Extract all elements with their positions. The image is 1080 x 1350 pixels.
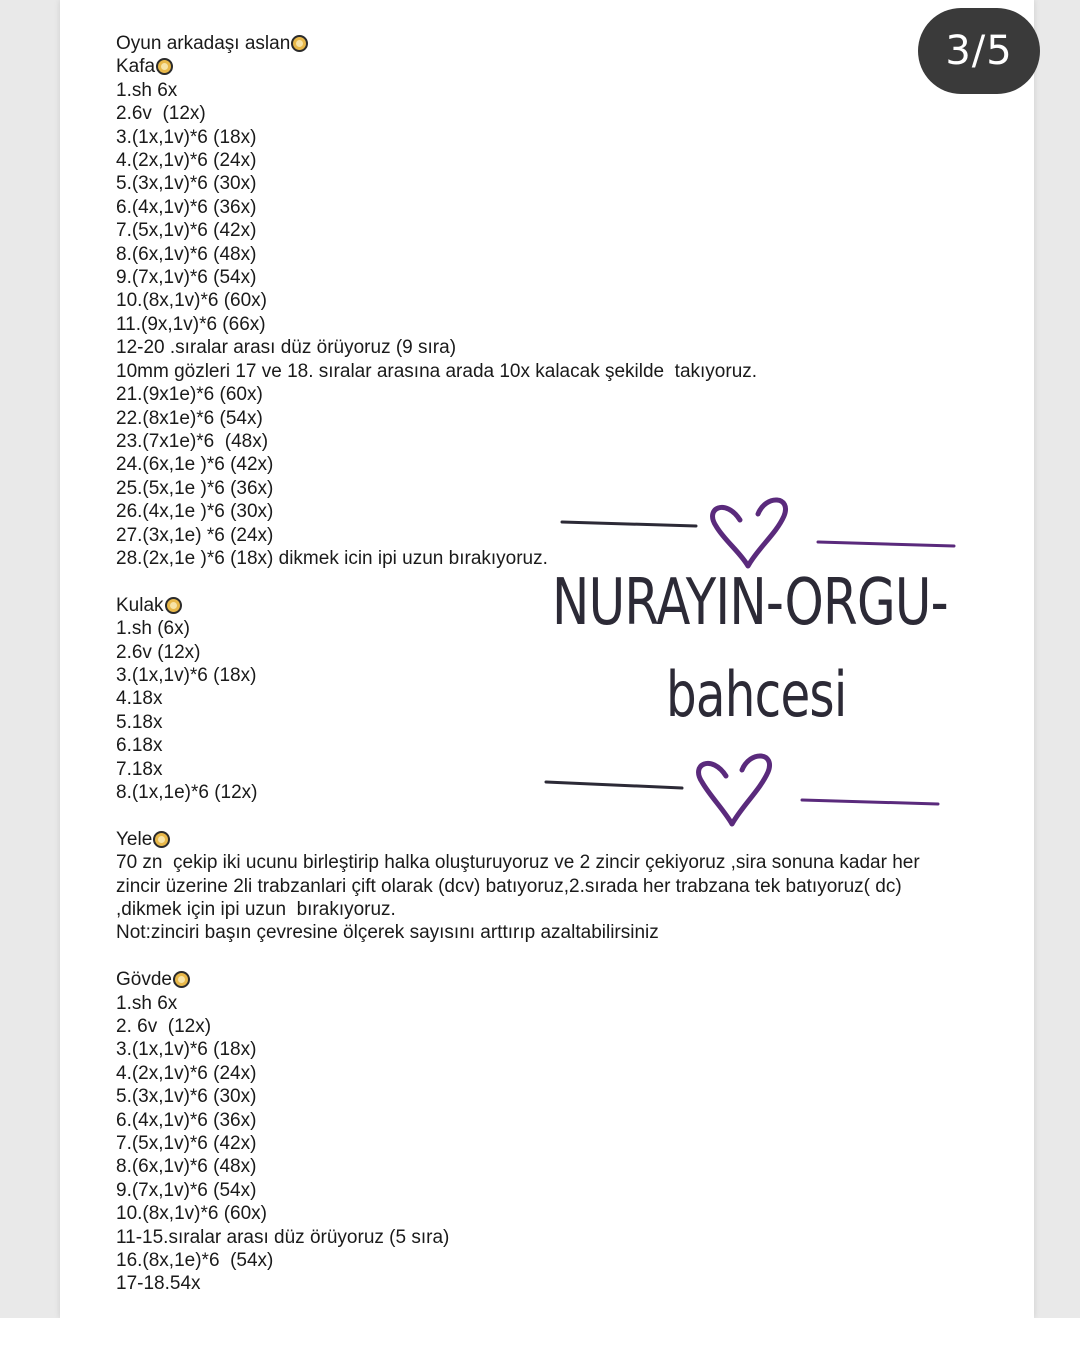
lion-emoji-icon	[156, 58, 173, 75]
logo-subtitle: bahcesi	[666, 658, 847, 731]
pattern-row: 16.(8x,1e)*6 (54x)	[116, 1250, 274, 1272]
section-heading-text: Kafa	[116, 56, 156, 78]
pattern-row: 6.18x	[116, 735, 163, 757]
pattern-row: 2. 6v (12x)	[116, 1016, 212, 1038]
pattern-row: 5.(3x,1v)*6 (30x)	[116, 1086, 257, 1108]
pattern-row: 10.(8x,1v)*6 (60x)	[116, 1203, 268, 1225]
pattern-title	[116, 32, 966, 55]
section-heading-text: Gövde	[116, 969, 172, 991]
pattern-row: Not:zinciri başın çevresine ölçerek sayısını arttırıp azaltabilirsiniz	[116, 922, 659, 944]
pattern-row: 5.18x	[116, 711, 163, 733]
pattern-row: 11-15.sıralar arası düz örüyoruz (5 sıra)	[116, 1226, 450, 1248]
pattern-row: 11.(9x,1v)*6 (66x)	[116, 313, 266, 335]
top-right-rule	[818, 542, 954, 546]
pattern-row: 3.(1x,1v)*6 (18x)	[116, 126, 257, 148]
pattern-row: 24.(6x,1e )*6 (42x)	[116, 454, 274, 476]
pattern-row: 3.(1x,1v)*6 (18x)	[116, 1039, 257, 1061]
pattern-row: 9.(7x,1v)*6 (54x)	[116, 1179, 257, 1201]
heart-icon	[699, 756, 770, 824]
pattern-row: 17-18.54x	[116, 1273, 201, 1295]
pattern-row: 1.sh 6x	[116, 992, 178, 1014]
pattern-row: 21.(9x1e)*6 (60x)	[116, 384, 263, 406]
logo-title: NURAYIN-ORGU-	[552, 566, 948, 640]
pattern-row: 5.(3x,1v)*6 (30x)	[116, 173, 257, 195]
lion-emoji-icon	[153, 831, 170, 848]
top-left-rule	[562, 522, 696, 526]
section-heading-text: Yele	[116, 828, 153, 850]
pattern-row: 23.(7x1e)*6 (48x)	[116, 430, 269, 452]
section-heading-kafa	[116, 55, 966, 78]
pattern-row: ,dikmek için ipi uzun bırakıyoruz.	[116, 899, 396, 920]
pattern-row: 28.(2x,1e )*6 (18x) dikmek icin ipi uzun bırakıyoruz.	[116, 547, 548, 569]
section-heading-govde	[116, 968, 966, 991]
pattern-row: zincir üzerine 2li trabzanlari çift olarak (dcv) batıyoruz,2.sırada her trabzana tek batıyoruz( dc)	[116, 875, 902, 897]
lion-emoji-icon	[165, 597, 182, 614]
pattern-row: 4.(2x,1v)*6 (24x)	[116, 1062, 257, 1084]
pattern-row: 27.(3x,1e) *6 (24x)	[116, 524, 274, 546]
pattern-row: 10.(8x,1v)*6 (60x)	[116, 290, 268, 312]
section-heading-text: Kulak	[116, 594, 164, 616]
lion-emoji-icon	[291, 35, 308, 52]
pattern-row: 8.(6x,1v)*6 (48x)	[116, 243, 257, 265]
pattern-row: 7.(5x,1v)*6 (42x)	[116, 220, 257, 242]
bottom-margin	[0, 1318, 1080, 1350]
pattern-row: 1.sh (6x)	[116, 618, 190, 640]
bottom-left-rule	[546, 782, 682, 788]
bottom-right-rule	[802, 800, 938, 804]
pattern-row: 70 zn çekip iki ucunu birleştirip halka oluşturuyoruz ve 2 zincir çekiyoruz ,sira sonuna kadar her	[116, 852, 920, 874]
pattern-row: 2.6v (12x)	[116, 103, 206, 125]
pattern-row: 6.(4x,1v)*6 (36x)	[116, 1109, 257, 1131]
pattern-row: 1.sh 6x	[116, 79, 178, 101]
pattern-row: 22.(8x1e)*6 (54x)	[116, 407, 263, 429]
pattern-row: 7.18x	[116, 758, 163, 780]
pattern-row: 8.(1x,1e)*6 (12x)	[116, 781, 258, 803]
pattern-title-text: Oyun arkadaşı aslan	[116, 33, 291, 54]
pattern-row: 25.(5x,1e )*6 (36x)	[116, 477, 274, 499]
pattern-row: 9.(7x,1v)*6 (54x)	[116, 267, 257, 289]
section-gap	[116, 945, 966, 968]
page-indicator-badge[interactable]: 3/5	[918, 8, 1040, 94]
pattern-row: 10mm gözleri 17 ve 18. sıralar arasına arada 10x kalacak şekilde takıyoruz.	[116, 360, 758, 382]
pattern-row: 4.18x	[116, 688, 163, 710]
pattern-row: 2.6v (12x)	[116, 641, 201, 663]
pattern-row: 7.(5x,1v)*6 (42x)	[116, 1133, 257, 1155]
pattern-row: 4.(2x,1v)*6 (24x)	[116, 150, 257, 172]
heart-icon	[713, 500, 786, 566]
pattern-row: 12-20 .sıralar arası düz örüyoruz (9 sıra)	[116, 337, 457, 359]
pattern-row: 3.(1x,1v)*6 (18x)	[116, 664, 257, 686]
pattern-row: 26.(4x,1e )*6 (30x)	[116, 501, 274, 523]
pattern-row: 8.(6x,1v)*6 (48x)	[116, 1156, 257, 1178]
lion-emoji-icon	[173, 971, 190, 988]
watermark-logo	[540, 492, 960, 832]
pattern-row: 6.(4x,1v)*6 (36x)	[116, 196, 257, 218]
